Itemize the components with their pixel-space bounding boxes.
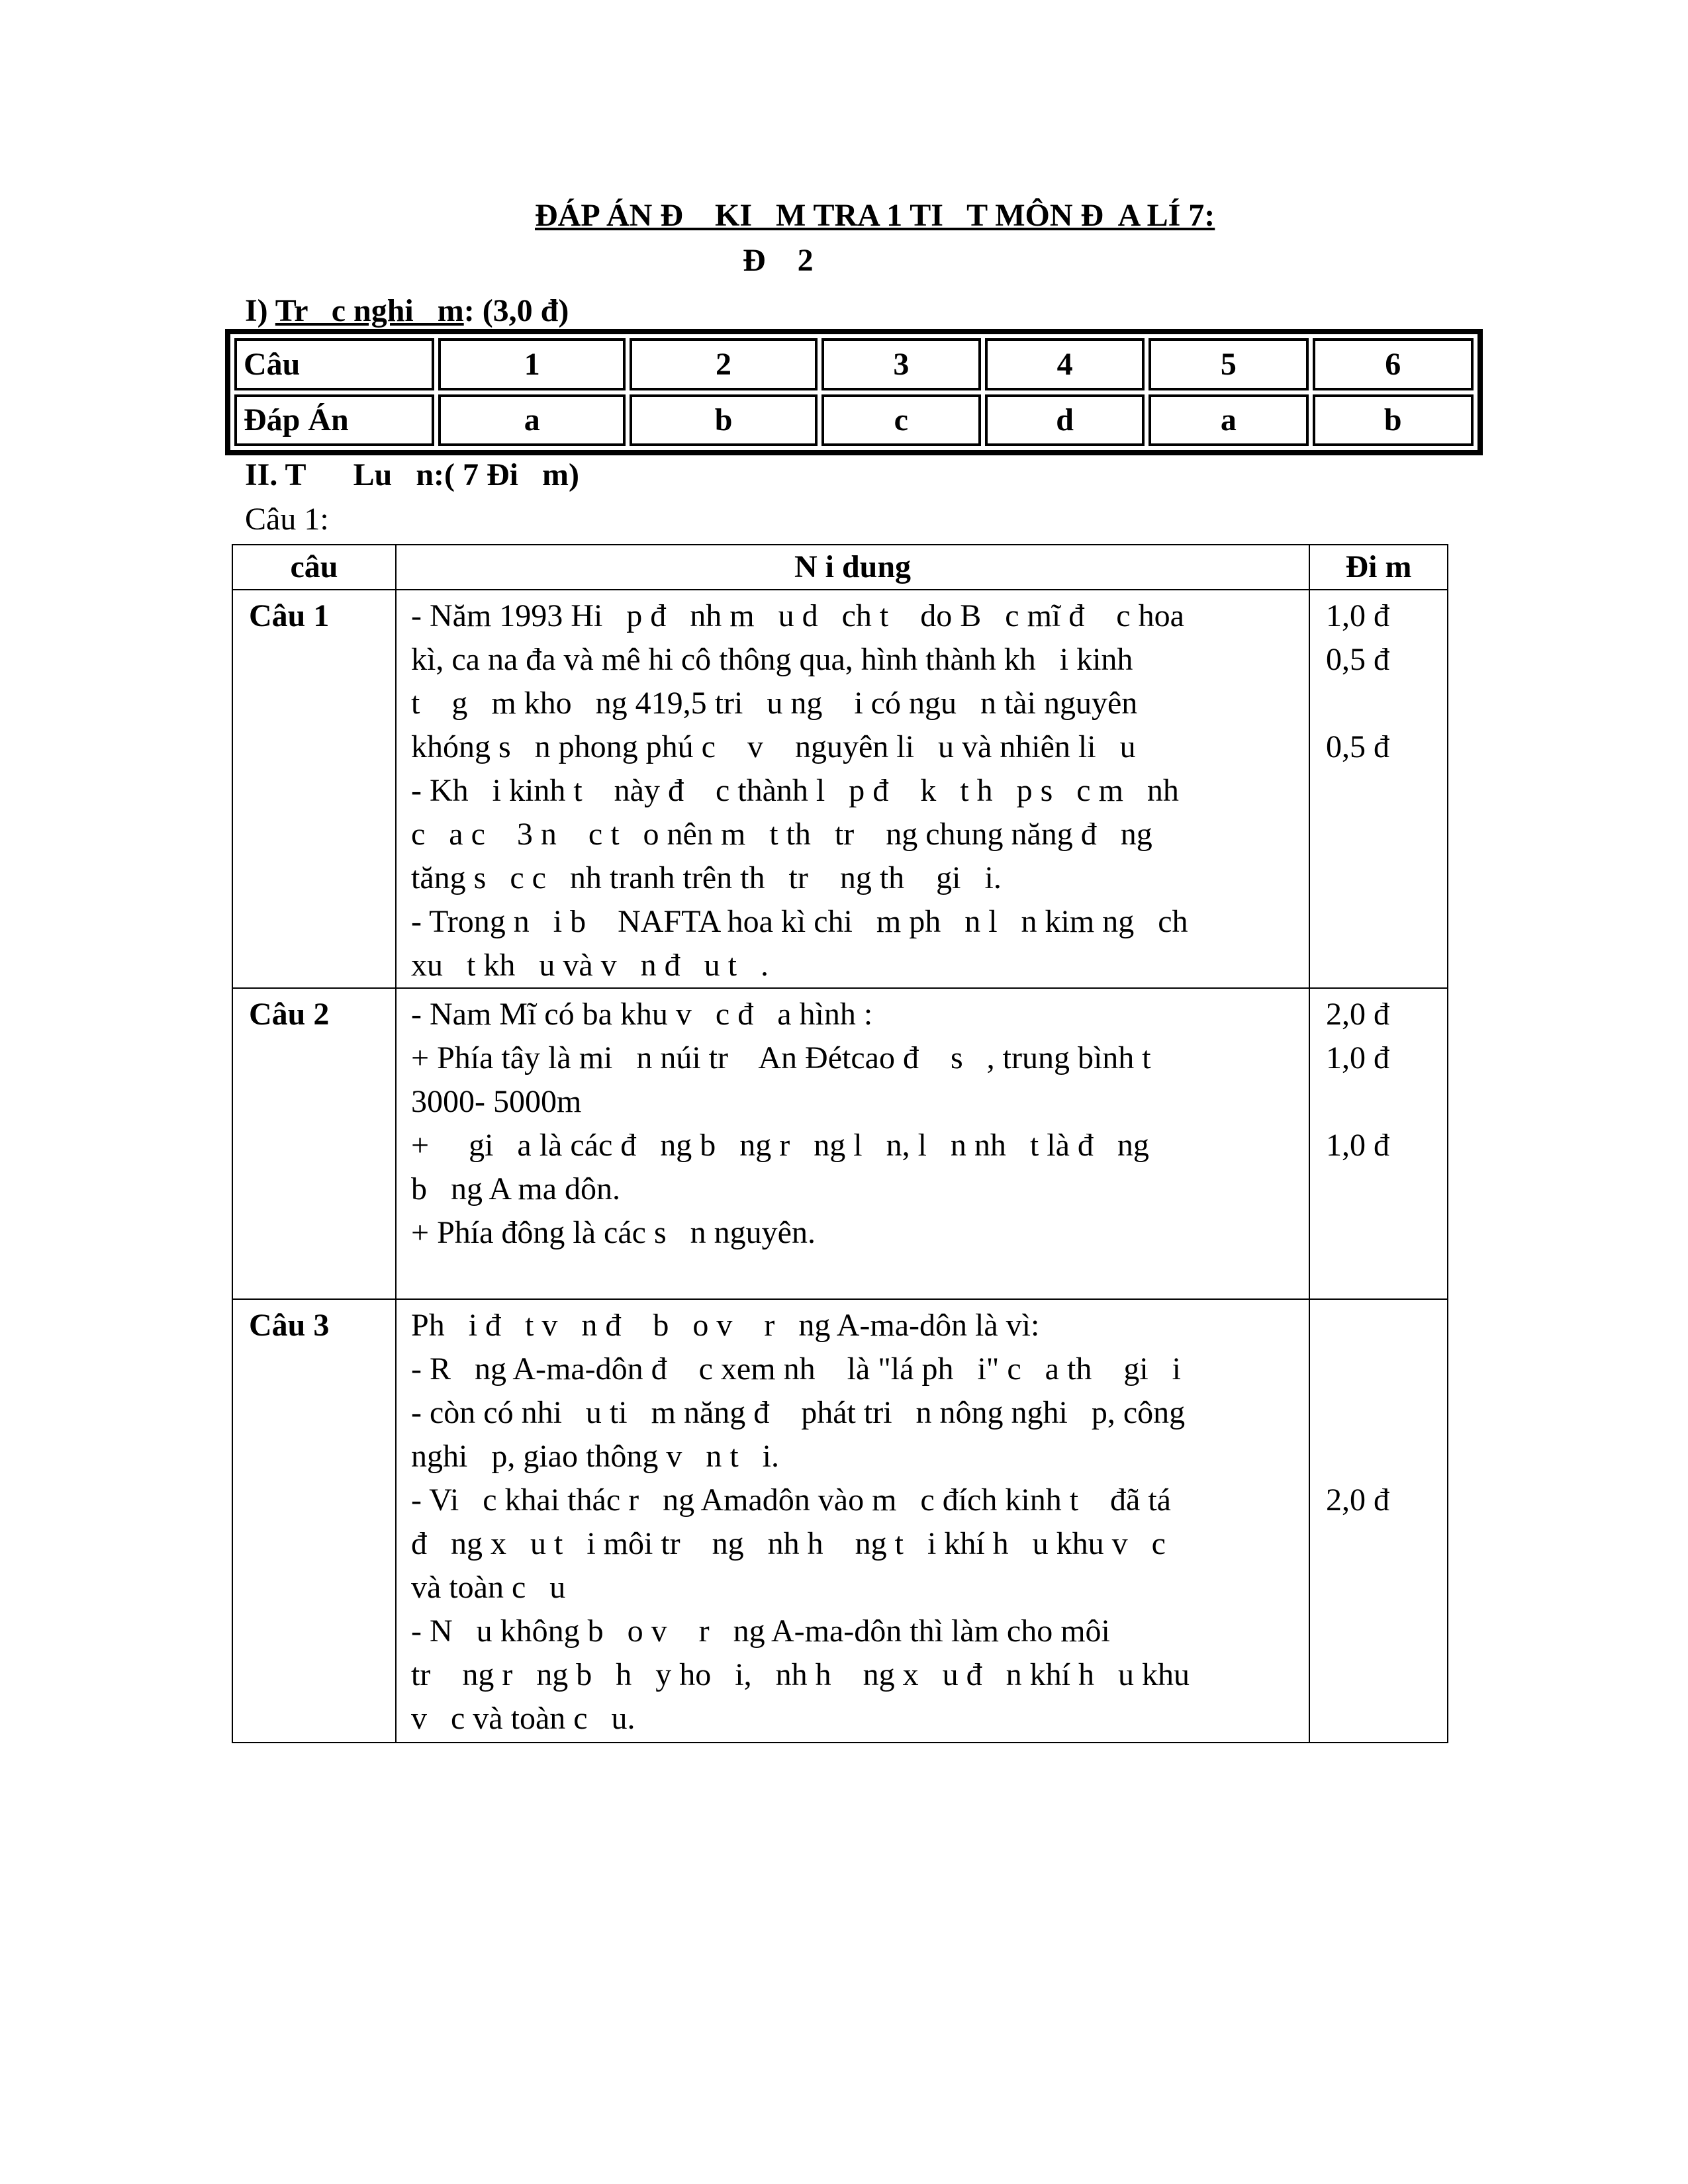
quiz-answer: b	[1313, 394, 1474, 447]
content-line: + Phía đông là các s n nguyên.	[411, 1215, 816, 1250]
quiz-number: 4	[985, 338, 1145, 390]
content-line: 3000- 5000m	[411, 1084, 582, 1119]
document-title: ĐÁP ÁN Đ KI M TRA 1 TI T MÔN Đ A LÍ 7:	[535, 198, 1215, 233]
content-line: v c và toàn c u.	[411, 1701, 635, 1736]
quiz-number: 3	[821, 338, 981, 390]
content-line: - N u không b o v r ng A-ma-dôn thì làm cho môi	[411, 1614, 1110, 1649]
header-points: Đi m	[1309, 545, 1448, 590]
points-line	[1326, 1347, 1447, 1391]
quiz-row-label: Đáp Án	[234, 394, 434, 447]
question-1-label: Câu 1:	[245, 502, 329, 537]
quiz-number: 1	[438, 338, 626, 390]
content-line: t g m kho ng 419,5 tri u ng i có ngu n tài nguyên	[411, 686, 1138, 721]
content-line: + gi a là các đ ng b ng r ng l n, l n nh t là đ ng	[411, 1128, 1149, 1163]
content-line: c a c 3 n c t o nên m t th tr ng chung năng đ ng	[411, 817, 1152, 852]
essay-answer-table	[232, 544, 1448, 1743]
points-line	[1326, 1391, 1447, 1435]
quiz-number: 2	[630, 338, 817, 390]
row-label: Câu 3	[232, 1299, 396, 1743]
content-line: xu t kh u và v n đ u t .	[411, 948, 769, 983]
points-line	[1326, 1080, 1447, 1124]
header-content: N i dung	[396, 545, 1309, 590]
section-2-heading: II. T Lu n:( 7 Đi m)	[245, 457, 579, 492]
points-line: 0,5 đ	[1326, 729, 1389, 764]
points-line: 2,0 đ	[1326, 997, 1389, 1032]
content-line: - Trong n i b NAFTA hoa kì chi m ph n l n kim ng ch	[411, 904, 1188, 939]
row-points	[1309, 1299, 1448, 1743]
row-label: Câu 2	[232, 988, 396, 1299]
row-content	[396, 590, 1309, 988]
content-line: kì, ca na đa và mê hi cô thông qua, hình thành kh i kinh	[411, 642, 1133, 677]
content-line: tr ng r ng b h y ho i, nh h ng x u đ n khí h u khu	[411, 1657, 1190, 1692]
header-question: câu	[232, 545, 396, 590]
points-line	[1326, 682, 1447, 725]
points-line	[1326, 1435, 1447, 1479]
row-points	[1309, 590, 1448, 988]
content-line: - Kh i kinh t này đ c thành l p đ k t h p s c m nh	[411, 773, 1179, 808]
content-line: nghi p, giao thông v n t i.	[411, 1439, 779, 1474]
quiz-answer: c	[821, 394, 981, 447]
content-line: - còn có nhi u ti m năng đ phát tri n nông nghi p, công	[411, 1395, 1186, 1430]
quiz-number: 5	[1149, 338, 1308, 390]
content-line: đ ng x u t i môi tr ng nh h ng t i khí h u khu v c	[411, 1526, 1166, 1561]
content-line: Ph i đ t v n đ b o v r ng A-ma-dôn là vì:	[411, 1308, 1040, 1343]
quiz-answer: b	[630, 394, 817, 447]
row-points	[1309, 988, 1448, 1299]
content-line	[411, 1255, 1301, 1298]
section-1-prefix: I)	[245, 293, 275, 328]
essay-row-cau-1	[232, 590, 1448, 988]
content-line: - Vi c khai thác r ng Amadôn vào m c đích kinh t đã tá	[411, 1482, 1171, 1518]
points-line: 2,0 đ	[1326, 1482, 1389, 1518]
quiz-row-label: Câu	[234, 338, 434, 390]
section-1-suffix: : (3,0 đ)	[463, 293, 569, 328]
essay-row-cau-3	[232, 1299, 1448, 1743]
content-line: b ng A ma dôn.	[411, 1171, 621, 1206]
content-line: và toàn c u	[411, 1570, 566, 1605]
content-line: tăng s c c nh tranh trên th tr ng th gi i.	[411, 860, 1002, 895]
content-line: - R ng A-ma-dôn đ c xem nh là "lá ph i" c a th gi i	[411, 1351, 1181, 1387]
quiz-answer: a	[1149, 394, 1308, 447]
quiz-answer: d	[985, 394, 1145, 447]
exam-code: Đ 2	[743, 243, 814, 278]
row-label: Câu 1	[232, 590, 396, 988]
row-content	[396, 988, 1309, 1299]
content-line: - Nam Mĩ có ba khu v c đ a hình :	[411, 997, 873, 1032]
quiz-answer-table	[225, 329, 1483, 455]
section-1-label: Tr c nghi m	[275, 293, 464, 328]
content-line: + Phía tây là mi n núi tr An Đétcao đ s , trung bình t	[411, 1040, 1151, 1075]
content-line: - Năm 1993 Hi p đ nh m u d ch t do B c mĩ đ c hoa	[411, 598, 1184, 633]
quiz-number: 6	[1313, 338, 1474, 390]
content-line: khóng s n phong phú c v nguyên li u và nhiên li u	[411, 729, 1136, 764]
row-content	[396, 1299, 1309, 1743]
points-line: 0,5 đ	[1326, 642, 1389, 677]
essay-header-row	[232, 545, 1448, 590]
points-line	[1326, 1304, 1447, 1347]
points-line: 1,0 đ	[1326, 1040, 1389, 1075]
quiz-question-row	[234, 338, 1474, 390]
section-1-heading	[245, 293, 569, 329]
essay-row-cau-2	[232, 988, 1448, 1299]
points-line: 1,0 đ	[1326, 1128, 1389, 1163]
quiz-answer: a	[438, 394, 626, 447]
points-line: 1,0 đ	[1326, 598, 1389, 633]
quiz-answer-row	[234, 394, 1474, 447]
